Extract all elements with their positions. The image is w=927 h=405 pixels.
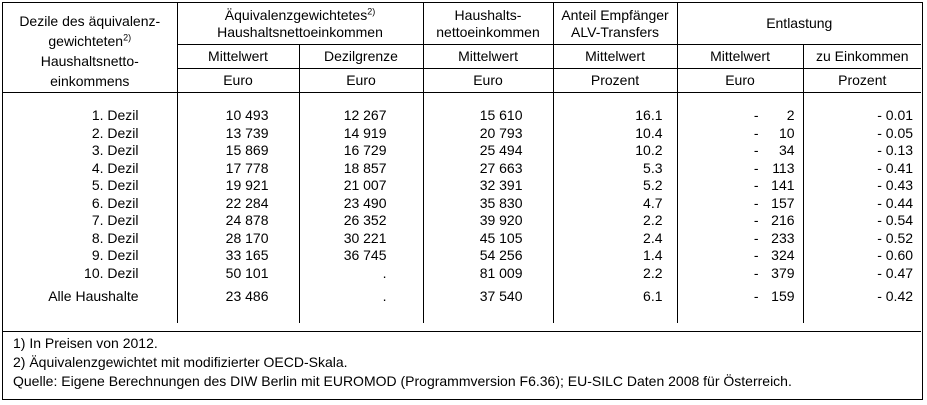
relief-value: 34	[778, 142, 795, 158]
row-label: 8. Dezil	[91, 229, 139, 246]
cell-decile-limit: 18 857	[299, 160, 423, 178]
relief-value: 159	[771, 288, 795, 304]
total-row	[3, 288, 921, 306]
sub-decile-limit: Dezilgrenze	[299, 45, 423, 69]
header-eq-sup: 2)	[367, 5, 376, 16]
cell-alv-share: 5.2	[553, 177, 677, 195]
cell-relief-mean	[677, 107, 803, 125]
table-row	[3, 125, 921, 143]
header-hh-line2: nettoeinkommen	[436, 23, 540, 40]
relief-sign: -	[753, 124, 759, 141]
unit-percent-1: Prozent	[553, 69, 677, 93]
sub-mean-2: Mittelwert	[423, 45, 553, 69]
cell-household-income: 81 009	[423, 265, 553, 283]
cell-household-income: 37 540	[423, 288, 553, 306]
cell-relief-percent: - 0.47	[803, 265, 921, 283]
unit-euro-3: Euro	[423, 69, 553, 93]
cell-alv-share: 16.1	[553, 107, 677, 125]
unit-euro-4: Euro	[677, 69, 803, 93]
cell-relief-mean	[677, 288, 803, 306]
cell-relief-percent: - 0.54	[803, 212, 921, 230]
row-label: 6. Dezil	[91, 194, 139, 211]
row-label: 10. Dezil	[84, 264, 139, 281]
cell-mean: 22 284	[177, 195, 299, 213]
cell-mean: 50 101	[177, 265, 299, 283]
header-decile-line1: Dezile des äquivalenz-	[19, 13, 161, 29]
table-body	[3, 93, 921, 323]
row-label: 9. Dezil	[91, 247, 139, 263]
unit-percent-2: Prozent	[803, 69, 921, 93]
cell-mean: 19 921	[177, 177, 299, 195]
sub-mean-1: Mittelwert	[177, 45, 299, 69]
income-decile-table	[3, 3, 921, 323]
cell-mean: 33 165	[177, 247, 299, 265]
relief-sign: -	[753, 229, 759, 246]
relief-sign: -	[753, 142, 759, 158]
cell-alv-share: 2.2	[553, 265, 677, 283]
cell-household-income: 54 256	[423, 247, 553, 265]
cell-alv-share: 5.3	[553, 160, 677, 178]
table-row	[3, 160, 921, 178]
cell-decile-limit: 36 745	[299, 247, 423, 265]
relief-value: 324	[771, 247, 795, 263]
row-label: 2. Dezil	[91, 124, 139, 141]
cell-decile-limit: 23 490	[299, 195, 423, 213]
table-row	[3, 212, 921, 230]
footnotes	[13, 334, 792, 391]
table-row	[3, 265, 921, 283]
cell-relief-mean	[677, 125, 803, 143]
cell-household-income: 45 105	[423, 230, 553, 248]
footnote-divider	[3, 331, 921, 332]
sub-mean-4: Mittelwert	[677, 45, 803, 69]
relief-sign: -	[753, 177, 759, 193]
unit-euro-2: Euro	[299, 69, 423, 93]
row-label: 7. Dezil	[91, 212, 139, 228]
cell-alv-share: 2.4	[553, 230, 677, 248]
cell-decile-limit: 21 007	[299, 177, 423, 195]
relief-sign: -	[753, 247, 759, 263]
header-alv-line1: Anteil Empfänger	[561, 6, 669, 23]
cell-household-income: 39 920	[423, 212, 553, 230]
cell-household-income: 20 793	[423, 125, 553, 143]
cell-mean: 17 778	[177, 160, 299, 178]
cell-alv-share: 4.7	[553, 195, 677, 213]
cell-relief-percent: - 0.01	[803, 107, 921, 125]
relief-value: 157	[771, 194, 795, 211]
header-equivalized-income	[177, 3, 423, 45]
header-eq-line2: Haushaltsnettoeinkommen	[217, 23, 383, 40]
footnote-2: 2) Äquivalenzgewichtet mit modifizierter OECD-Skala.	[13, 354, 348, 370]
header-decile-line4: einkommens	[50, 73, 130, 89]
relief-value: 10	[778, 124, 795, 141]
row-label: 4. Dezil	[91, 159, 139, 176]
cell-mean: 24 878	[177, 212, 299, 230]
header-decile	[3, 3, 177, 93]
row-label: 5. Dezil	[91, 177, 139, 193]
cell-decile-limit: 14 919	[299, 125, 423, 143]
header-decile-line3: Haushaltsnetto-	[40, 53, 139, 69]
relief-value: 379	[771, 264, 795, 281]
relief-sign: -	[753, 264, 759, 281]
sub-mean-3: Mittelwert	[553, 45, 677, 69]
cell-decile-limit: .	[299, 265, 423, 283]
relief-value: 2	[786, 107, 795, 123]
header-hh-line1: Haushalts-	[454, 6, 522, 23]
header-eq-line1: Äquivalenzgewichtetes	[224, 6, 368, 23]
cell-relief-percent: - 0.05	[803, 125, 921, 143]
relief-value: 233	[771, 229, 795, 246]
cell-mean: 10 493	[177, 107, 299, 125]
relief-value: 113	[772, 159, 795, 176]
cell-alv-share: 10.2	[553, 142, 677, 160]
table-row	[3, 177, 921, 195]
cell-relief-mean	[677, 230, 803, 248]
row-label: Alle Haushalte	[48, 288, 139, 304]
cell-decile-limit: 12 267	[299, 107, 423, 125]
cell-relief-percent: - 0.52	[803, 230, 921, 248]
cell-relief-percent: - 0.13	[803, 142, 921, 160]
cell-household-income: 27 663	[423, 160, 553, 178]
unit-euro-1: Euro	[177, 69, 299, 93]
cell-alv-share: 6.1	[553, 288, 677, 306]
cell-relief-mean	[677, 177, 803, 195]
cell-relief-percent: - 0.42	[803, 288, 921, 306]
cell-relief-percent: - 0.41	[803, 160, 921, 178]
cell-decile-limit: 30 221	[299, 230, 423, 248]
footnote-source: Quelle: Eigene Berechnungen des DIW Berlin mit EUROMOD (Programmversion F6.36); EU-SILC Daten 2008 für Österreich.	[13, 373, 792, 389]
table-row	[3, 230, 921, 248]
header-decile-sup: 2)	[123, 32, 132, 43]
cell-alv-share: 2.2	[553, 212, 677, 230]
relief-sign: -	[753, 107, 759, 123]
cell-relief-mean	[677, 195, 803, 213]
sub-to-income: zu Einkommen	[803, 45, 921, 69]
relief-sign: -	[753, 212, 759, 228]
cell-alv-share: 10.4	[553, 125, 677, 143]
cell-relief-mean	[677, 160, 803, 178]
relief-sign: -	[753, 288, 759, 304]
cell-relief-percent: - 0.43	[803, 177, 921, 195]
cell-mean: 28 170	[177, 230, 299, 248]
table-row	[3, 195, 921, 213]
header-alv-line2: ALV-Transfers	[571, 23, 659, 40]
header-alv-share	[553, 3, 677, 45]
cell-relief-mean	[677, 247, 803, 265]
row-label: 3. Dezil	[91, 142, 139, 158]
cell-relief-mean	[677, 142, 803, 160]
header-household-income	[423, 3, 553, 45]
cell-household-income: 25 494	[423, 142, 553, 160]
header-relief: Entlastung	[677, 3, 921, 45]
cell-relief-percent: - 0.60	[803, 247, 921, 265]
cell-alv-share: 1.4	[553, 247, 677, 265]
cell-household-income: 32 391	[423, 177, 553, 195]
cell-relief-mean	[677, 265, 803, 283]
cell-relief-mean	[677, 212, 803, 230]
table-row	[3, 247, 921, 265]
relief-value: 141	[771, 177, 795, 193]
relief-sign: -	[753, 194, 759, 211]
footnote-1: 1) In Preisen von 2012.	[13, 335, 158, 351]
table-row	[3, 107, 921, 125]
table-row	[3, 142, 921, 160]
row-label: 1. Dezil	[91, 107, 139, 123]
header-decile-line2: gewichteten	[48, 33, 124, 49]
cell-decile-limit: 26 352	[299, 212, 423, 230]
cell-mean: 23 486	[177, 288, 299, 306]
cell-mean: 15 869	[177, 142, 299, 160]
relief-sign: -	[753, 159, 759, 176]
cell-relief-percent: - 0.44	[803, 195, 921, 213]
cell-decile-limit: .	[299, 288, 423, 306]
cell-mean: 13 739	[177, 125, 299, 143]
cell-decile-limit: 16 729	[299, 142, 423, 160]
cell-household-income: 15 610	[423, 107, 553, 125]
relief-value: 216	[771, 212, 795, 228]
cell-household-income: 35 830	[423, 195, 553, 213]
